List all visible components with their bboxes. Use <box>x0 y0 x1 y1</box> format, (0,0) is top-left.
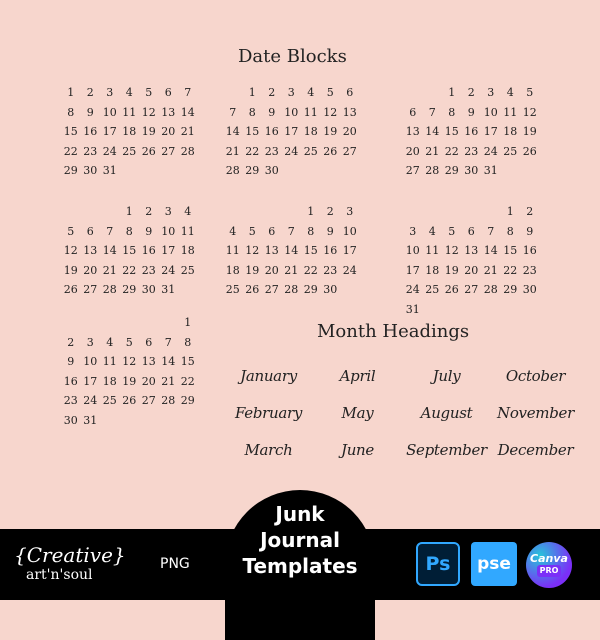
calendar-day: 22 <box>122 263 137 277</box>
calendar-day: 4 <box>106 335 114 349</box>
calendar-day: 28 <box>284 283 299 296</box>
photoshop-icon <box>416 542 460 586</box>
calendar-day: 5 <box>145 86 153 99</box>
calendar-day: 7 <box>287 224 295 238</box>
calendar-day: 9 <box>86 105 94 119</box>
calendar-day: 22 <box>503 263 518 277</box>
calendar-day: 13 <box>342 105 357 119</box>
month-heading: January <box>240 367 297 385</box>
calendar-day: 23 <box>264 144 279 158</box>
calendar-day: 2 <box>86 86 94 99</box>
month-headings-grid <box>224 358 580 469</box>
calendar-blank <box>61 202 81 222</box>
calendar-day: 6 <box>164 86 172 99</box>
calendar-day: 4 <box>307 86 315 99</box>
calendar-day: 18 <box>303 125 318 138</box>
calendar-day: 25 <box>180 263 195 277</box>
calendar-day: 14 <box>180 105 195 119</box>
calendar-blank <box>120 313 140 333</box>
calendar-day: 6 <box>145 335 153 349</box>
calendar-day: 7 <box>164 335 172 349</box>
calendar-day: 14 <box>102 244 117 257</box>
calendar-day: 8 <box>67 105 75 119</box>
calendar-day: 11 <box>122 105 137 119</box>
month-headings-title: Month Headings <box>317 321 470 342</box>
product-title-line: Journal <box>260 528 340 552</box>
calendar-day: 6 <box>467 224 475 238</box>
calendar-day: 31 <box>83 413 98 427</box>
calendar-day: 28 <box>225 164 240 177</box>
calendar-day: 24 <box>102 144 117 158</box>
calendar-day: 19 <box>122 374 137 388</box>
calendar-day: 9 <box>268 105 276 119</box>
calendar-day: 13 <box>141 355 156 368</box>
calendar-day: 20 <box>83 263 98 277</box>
calendar-day: 6 <box>268 224 276 238</box>
calendar-day: 13 <box>161 105 176 119</box>
calendar-day: 26 <box>63 283 78 296</box>
calendar-day: 7 <box>106 224 114 238</box>
calendar-day: 4 <box>506 86 514 99</box>
calendar-day: 29 <box>180 394 195 407</box>
calendar-day: 25 <box>425 283 440 296</box>
calendar-day: 24 <box>161 263 176 277</box>
calendar-day: 3 <box>287 86 295 99</box>
calendar-day: 19 <box>141 125 156 138</box>
calendar-day: 28 <box>483 283 498 296</box>
calendar-day: 18 <box>180 244 195 257</box>
calendar-blank <box>423 202 443 222</box>
calendar-day: 17 <box>405 263 420 277</box>
calendar-day: 2 <box>268 86 276 99</box>
month-heading: November <box>497 404 574 422</box>
calendar-blank <box>403 202 423 222</box>
calendar-day: 8 <box>248 105 256 119</box>
calendar-day: 5 <box>526 86 534 99</box>
calendar-day: 2 <box>145 205 153 218</box>
calendar-day: 10 <box>342 224 357 238</box>
calendar-day: 22 <box>63 144 78 158</box>
calendar-day: 22 <box>245 144 260 158</box>
calendar-blank <box>282 202 302 222</box>
calendar-blank <box>100 202 120 222</box>
calendar-day: 20 <box>405 144 420 158</box>
calendar-day: 9 <box>67 355 75 368</box>
calendar-blank <box>403 83 423 103</box>
calendar-blank <box>223 202 243 222</box>
calendar-day: 27 <box>405 164 420 177</box>
calendar-day: 16 <box>464 125 479 138</box>
calendar-day: 12 <box>63 244 78 257</box>
calendar-day: 3 <box>106 86 114 99</box>
calendar-blank <box>139 313 159 333</box>
calendar-day: 15 <box>180 355 195 368</box>
calendar-day: 31 <box>102 164 117 177</box>
calendar-day: 24 <box>284 144 299 158</box>
calendar-day: 26 <box>122 394 137 407</box>
calendar-day: 15 <box>63 125 78 138</box>
calendar-day: 24 <box>483 144 498 158</box>
calendar-day: 27 <box>464 283 479 296</box>
date-block-6 <box>403 202 540 319</box>
calendar-day: 6 <box>86 224 94 238</box>
calendar-day: 31 <box>483 164 498 177</box>
calendar-day: 1 <box>125 205 133 218</box>
calendar-day: 23 <box>464 144 479 158</box>
brand-logo-name: {Creative} <box>14 543 126 567</box>
calendar-day: 28 <box>425 164 440 177</box>
calendar-day: 23 <box>63 394 78 407</box>
calendar-day: 4 <box>229 224 237 238</box>
calendar-day: 24 <box>405 283 420 296</box>
calendar-day: 26 <box>245 283 260 296</box>
calendar-day: 1 <box>184 316 192 329</box>
calendar-day: 10 <box>483 105 498 119</box>
calendar-day: 11 <box>180 224 195 238</box>
calendar-day: 3 <box>487 86 495 99</box>
calendar-day: 17 <box>83 374 98 388</box>
month-heading: August <box>420 404 473 422</box>
calendar-day: 20 <box>264 263 279 277</box>
brand-logo <box>14 544 126 584</box>
calendar-day: 27 <box>342 144 357 158</box>
calendar-day: 24 <box>342 263 357 277</box>
calendar-day: 5 <box>448 224 456 238</box>
date-block-7 <box>61 313 198 430</box>
calendar-day: 8 <box>307 224 315 238</box>
photoshop-elements-icon <box>471 542 517 586</box>
calendar-day: 15 <box>245 125 260 138</box>
calendar-day: 29 <box>245 164 260 177</box>
calendar-day: 25 <box>122 144 137 158</box>
calendar-day: 7 <box>229 105 237 119</box>
calendar-day: 17 <box>161 244 176 257</box>
calendar-blank <box>159 313 179 333</box>
canva-pro-icon <box>526 542 572 588</box>
calendar-day: 4 <box>428 224 436 238</box>
calendar-day: 17 <box>284 125 299 138</box>
calendar-day: 5 <box>125 335 133 349</box>
calendar-day: 20 <box>161 125 176 138</box>
calendar-day: 12 <box>444 244 459 257</box>
calendar-day: 5 <box>248 224 256 238</box>
calendar-day: 1 <box>448 86 456 99</box>
calendar-day: 17 <box>102 125 117 138</box>
calendar-day: 3 <box>164 205 172 218</box>
calendar-blank <box>262 202 282 222</box>
calendar-day: 13 <box>264 244 279 257</box>
calendar-day: 26 <box>323 144 338 158</box>
calendar-day: 16 <box>141 244 156 257</box>
calendar-day: 10 <box>284 105 299 119</box>
photoshop-elements-label: pse <box>477 554 511 574</box>
calendar-day: 21 <box>161 374 176 388</box>
calendar-day: 21 <box>102 263 117 277</box>
month-heading: September <box>406 441 487 459</box>
calendar-day: 28 <box>161 394 176 407</box>
calendar-day: 7 <box>487 224 495 238</box>
format-label: PNG <box>160 556 190 572</box>
calendar-day: 9 <box>145 224 153 238</box>
calendar-day: 7 <box>428 105 436 119</box>
calendar-day: 26 <box>141 144 156 158</box>
calendar-day: 14 <box>284 244 299 257</box>
calendar-day: 18 <box>102 374 117 388</box>
calendar-day: 3 <box>409 224 417 238</box>
calendar-day: 30 <box>141 283 156 296</box>
calendar-day: 14 <box>161 355 176 368</box>
calendar-day: 12 <box>522 105 537 119</box>
product-title-line: Templates <box>242 554 358 578</box>
calendar-day: 25 <box>303 144 318 158</box>
calendar-day: 30 <box>264 164 279 177</box>
calendar-day: 16 <box>323 244 338 257</box>
calendar-day: 15 <box>122 244 137 257</box>
calendar-day: 19 <box>245 263 260 277</box>
calendar-day: 23 <box>141 263 156 277</box>
calendar-day: 30 <box>522 283 537 296</box>
calendar-day: 12 <box>141 105 156 119</box>
calendar-day: 11 <box>303 105 318 119</box>
calendar-day: 21 <box>225 144 240 158</box>
calendar-day: 23 <box>522 263 537 277</box>
calendar-day: 2 <box>526 205 534 218</box>
calendar-day: 18 <box>225 263 240 277</box>
calendar-day: 29 <box>63 164 78 177</box>
calendar-day: 27 <box>161 144 176 158</box>
calendar-day: 14 <box>225 125 240 138</box>
calendar-day: 30 <box>63 413 78 427</box>
calendar-day: 19 <box>444 263 459 277</box>
month-heading: December <box>497 441 574 459</box>
calendar-day: 30 <box>323 283 338 296</box>
calendar-day: 15 <box>444 125 459 138</box>
calendar-day: 20 <box>464 263 479 277</box>
calendar-day: 20 <box>141 374 156 388</box>
calendar-day: 16 <box>63 374 78 388</box>
calendar-day: 29 <box>303 283 318 296</box>
calendar-day: 30 <box>464 164 479 177</box>
calendar-day: 9 <box>326 224 334 238</box>
canva-label: Canva <box>530 552 568 565</box>
calendar-day: 12 <box>245 244 260 257</box>
calendar-day: 15 <box>503 244 518 257</box>
calendar-day: 10 <box>102 105 117 119</box>
month-heading: October <box>505 367 566 385</box>
calendar-day: 26 <box>444 283 459 296</box>
date-block-2 <box>223 83 360 181</box>
calendar-day: 19 <box>323 125 338 138</box>
date-block-5 <box>223 202 360 300</box>
photoshop-label: Ps <box>425 553 451 575</box>
canva-pro-badge: PRO <box>537 565 562 577</box>
calendar-blank <box>81 313 101 333</box>
calendar-blank <box>423 83 443 103</box>
calendar-day: 1 <box>307 205 315 218</box>
calendar-day: 18 <box>425 263 440 277</box>
calendar-day: 29 <box>503 283 518 296</box>
month-heading: March <box>244 441 293 459</box>
date-block-3 <box>403 83 540 181</box>
month-heading: May <box>341 404 374 422</box>
calendar-day: 16 <box>522 244 537 257</box>
calendar-day: 16 <box>264 125 279 138</box>
calendar-day: 13 <box>464 244 479 257</box>
calendar-day: 31 <box>161 283 176 296</box>
calendar-day: 12 <box>323 105 338 119</box>
calendar-day: 27 <box>83 283 98 296</box>
calendar-day: 4 <box>184 205 192 218</box>
calendar-day: 6 <box>409 105 417 119</box>
calendar-day: 10 <box>161 224 176 238</box>
calendar-blank <box>462 202 482 222</box>
calendar-day: 7 <box>184 86 192 99</box>
month-heading: February <box>234 404 303 422</box>
calendar-day: 25 <box>225 283 240 296</box>
calendar-day: 3 <box>86 335 94 349</box>
calendar-day: 15 <box>303 244 318 257</box>
calendar-day: 21 <box>284 263 299 277</box>
calendar-day: 8 <box>448 105 456 119</box>
date-blocks-title: Date Blocks <box>238 46 347 67</box>
calendar-day: 8 <box>184 335 192 349</box>
calendar-blank <box>61 313 81 333</box>
calendar-day: 1 <box>248 86 256 99</box>
calendar-day: 20 <box>342 125 357 138</box>
calendar-day: 26 <box>522 144 537 158</box>
calendar-day: 4 <box>125 86 133 99</box>
calendar-day: 22 <box>303 263 318 277</box>
month-heading: June <box>340 441 374 459</box>
calendar-day: 21 <box>180 125 195 138</box>
calendar-day: 1 <box>67 86 75 99</box>
calendar-day: 11 <box>102 355 117 368</box>
calendar-day: 30 <box>83 164 98 177</box>
calendar-day: 27 <box>264 283 279 296</box>
calendar-day: 22 <box>444 144 459 158</box>
calendar-day: 2 <box>67 335 75 349</box>
calendar-day: 10 <box>405 244 420 257</box>
calendar-blank <box>81 202 101 222</box>
calendar-day: 29 <box>444 164 459 177</box>
calendar-day: 12 <box>122 355 137 368</box>
calendar-day: 23 <box>83 144 98 158</box>
calendar-day: 28 <box>102 283 117 296</box>
calendar-day: 29 <box>122 283 137 296</box>
calendar-blank <box>243 202 263 222</box>
calendar-day: 25 <box>102 394 117 407</box>
month-heading: July <box>432 367 461 385</box>
calendar-day: 21 <box>425 144 440 158</box>
calendar-day: 1 <box>506 205 514 218</box>
month-heading: April <box>339 367 376 385</box>
calendar-blank <box>442 202 462 222</box>
date-block-1 <box>61 83 198 181</box>
calendar-day: 8 <box>506 224 514 238</box>
calendar-day: 16 <box>83 125 98 138</box>
calendar-day: 13 <box>405 125 420 138</box>
calendar-blank <box>100 313 120 333</box>
calendar-day: 11 <box>425 244 440 257</box>
calendar-day: 18 <box>503 125 518 138</box>
calendar-day: 11 <box>225 244 240 257</box>
product-title <box>225 501 375 579</box>
calendar-day: 17 <box>342 244 357 257</box>
product-title-line: Junk <box>275 502 325 526</box>
calendar-day: 27 <box>141 394 156 407</box>
calendar-day: 24 <box>83 394 98 407</box>
calendar-day: 14 <box>483 244 498 257</box>
calendar-day: 2 <box>326 205 334 218</box>
calendar-day: 10 <box>83 355 98 368</box>
calendar-day: 6 <box>346 86 354 99</box>
calendar-day: 23 <box>323 263 338 277</box>
calendar-day: 22 <box>180 374 195 388</box>
calendar-day: 25 <box>503 144 518 158</box>
calendar-day: 19 <box>522 125 537 138</box>
calendar-blank <box>481 202 501 222</box>
calendar-day: 11 <box>503 105 518 119</box>
calendar-day: 28 <box>180 144 195 158</box>
calendar-day: 17 <box>483 125 498 138</box>
calendar-day: 19 <box>63 263 78 277</box>
calendar-day: 5 <box>326 86 334 99</box>
calendar-day: 31 <box>405 302 420 316</box>
date-block-4 <box>61 202 198 300</box>
calendar-day: 14 <box>425 125 440 138</box>
calendar-day: 5 <box>67 224 75 238</box>
calendar-day: 9 <box>467 105 475 119</box>
brand-logo-tagline: art'n'soul <box>26 567 93 583</box>
calendar-day: 9 <box>526 224 534 238</box>
calendar-day: 18 <box>122 125 137 138</box>
calendar-day: 2 <box>467 86 475 99</box>
calendar-day: 21 <box>483 263 498 277</box>
calendar-day: 3 <box>346 205 354 218</box>
calendar-day: 13 <box>83 244 98 257</box>
calendar-day: 8 <box>125 224 133 238</box>
calendar-blank <box>223 83 243 103</box>
